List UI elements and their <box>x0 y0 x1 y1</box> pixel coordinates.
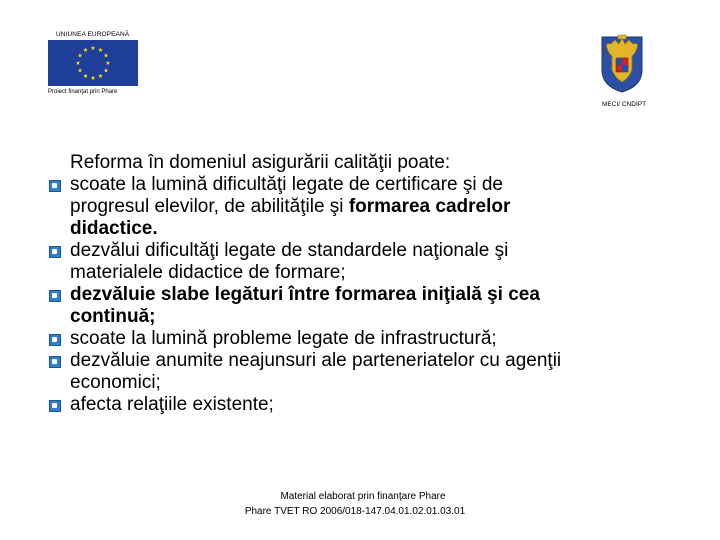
romanian-coat-of-arms-icon <box>599 34 645 94</box>
checkbox-bullet-icon <box>49 180 61 192</box>
list-item-line <box>70 328 497 350</box>
list-item-line <box>70 196 510 218</box>
list-item-text: dezvălui dificultăţi legate de standardele naţionale şi <box>70 240 509 261</box>
footer-line-1: Material elaborat prin finanţare Phare <box>280 491 446 502</box>
list-item-text: afecta relaţiile existente; <box>70 394 274 415</box>
list-item-line <box>70 350 561 372</box>
list-item-line <box>70 240 508 262</box>
intro-text: Reforma în domeniul asigurării calităţii poate: <box>70 152 451 173</box>
list-item-text: economici; <box>70 372 161 393</box>
list-item-line <box>70 372 161 394</box>
list-item-text: progresul elevilor, de abilităţile şi <box>70 196 349 217</box>
list-item-text: continuă; <box>70 306 156 327</box>
list-item-line <box>70 174 503 196</box>
checkbox-bullet-icon <box>49 356 61 368</box>
list-item-text: materialele didactice de formare; <box>70 262 346 283</box>
eu-flag-icon <box>48 40 138 86</box>
list-item-text: didactice. <box>70 218 158 239</box>
list-item-line <box>70 218 158 240</box>
list-item-line <box>70 306 156 328</box>
list-item-text: dezvăluie anumite neajunsuri ale parteneriatelor cu agenţii <box>70 350 562 371</box>
checkbox-bullet-icon <box>49 246 61 258</box>
list-item-text: dezvăluie slabe legături între formarea iniţială şi cea <box>70 284 540 305</box>
list-item-text: formarea cadrelor <box>348 196 511 217</box>
list-item-line <box>70 284 540 306</box>
footer-line-2: Phare TVET RO 2006/018-147.04.01.02.01.03.01 <box>244 506 466 517</box>
eu-caption: Proiect finanţat prin Phare <box>48 89 118 95</box>
checkbox-bullet-icon <box>49 290 61 302</box>
org-label: MECI/ CNDIPT <box>602 101 647 108</box>
list-item-text: scoate la lumină probleme legate de infrastructură; <box>70 328 497 349</box>
list-item-text: scoate la lumină dificultăţi legate de certificare şi de <box>70 174 504 195</box>
checkbox-bullet-icon <box>49 334 61 346</box>
list-item-line <box>70 262 346 284</box>
eu-title: UNIUNEA EUROPEANĂ <box>56 31 130 38</box>
list-item-line <box>70 394 274 416</box>
checkbox-bullet-icon <box>49 400 61 412</box>
